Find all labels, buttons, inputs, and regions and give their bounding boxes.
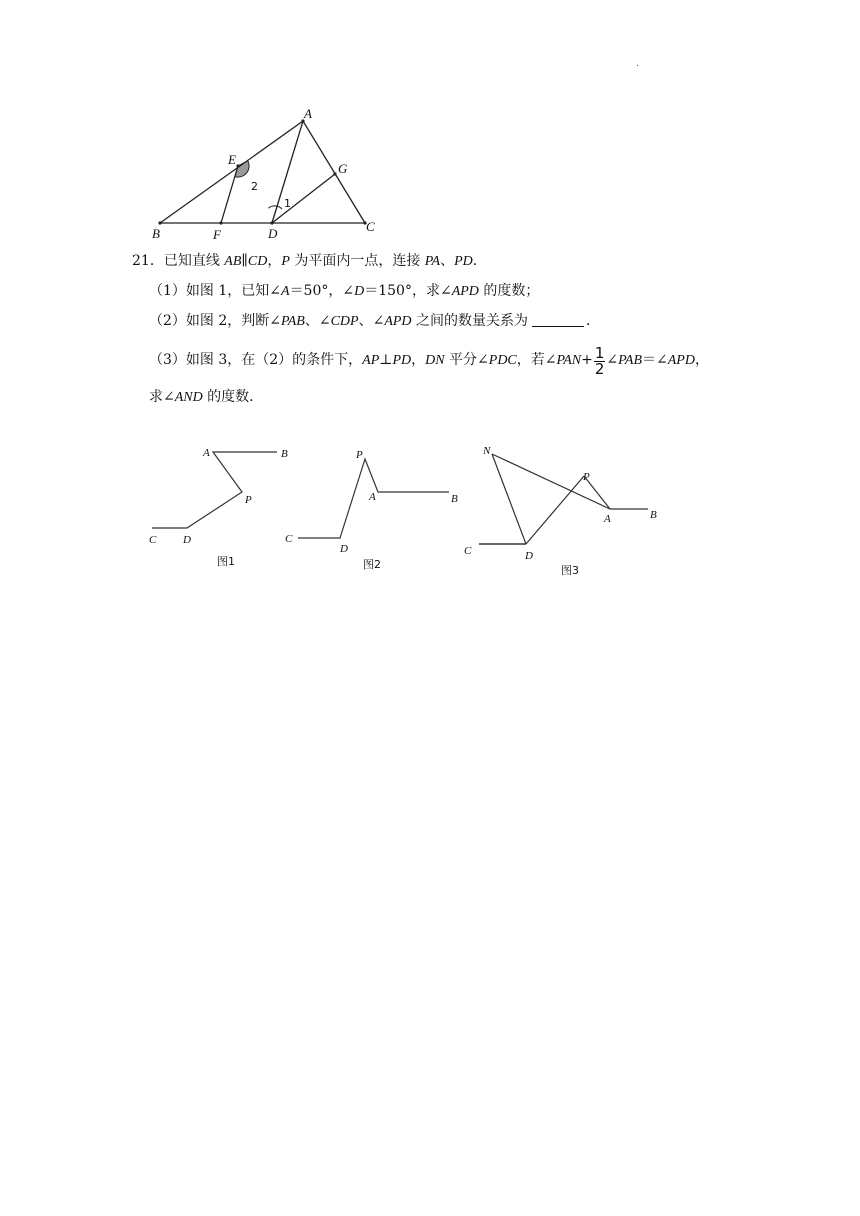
label-C: C [366, 219, 375, 234]
fig2-label-D: D [340, 543, 348, 555]
fig3-label-N: N [483, 445, 491, 457]
segment-dg [272, 174, 335, 223]
label-A: A [304, 106, 312, 121]
fig3-label-B: B [650, 509, 657, 521]
fig1-label-B: B [281, 448, 288, 460]
fig3-label-D: D [525, 550, 533, 562]
fig1-label-P: P [245, 494, 252, 506]
label-angle1: 1 [284, 197, 291, 210]
label-D: D [268, 226, 278, 241]
fig3-label-C: C [464, 545, 472, 557]
fig1-label-D: D [183, 534, 191, 546]
fig3-label-A: A [604, 513, 611, 525]
fig2-caption: 图2 [363, 558, 381, 571]
fig1-label-C: C [149, 534, 157, 546]
fig2-label-B: B [451, 493, 458, 505]
label-B: B [152, 226, 160, 241]
figure-2 [282, 442, 472, 577]
label-E: E [228, 152, 236, 167]
fig1-caption: 图1 [217, 555, 235, 568]
fig1-label-A: A [203, 447, 210, 459]
fig3-caption: 图3 [561, 564, 579, 577]
fig2-label-A: A [369, 491, 376, 503]
fig2-label-C: C [285, 533, 293, 545]
problem21-q3: （3）如图 3，在（2）的条件下，AP⊥PD，DN 平分∠PDC，若∠PAN+ $\frac{1}{2}$ ∠PAB＝∠APD， [149, 344, 709, 378]
fig3-label-P: P [583, 471, 590, 483]
figure-3 [455, 440, 670, 580]
fig2-label-P: P [356, 449, 363, 461]
segment-ab [160, 121, 303, 223]
problem21-q3-line2: 求∠AND 的度数． [149, 389, 264, 405]
angle1-arc [268, 206, 282, 209]
problem21-q1: （1）如图 1，已知∠A＝50°，∠D＝150°，求∠APD 的度数； [149, 283, 540, 299]
label-angle2: 2 [251, 180, 258, 193]
triangle-figure [148, 104, 388, 244]
label-F: F [213, 227, 221, 242]
segment-ac [303, 121, 365, 223]
problem21-stem: 21．已知直线 AB∥CD，P 为平面内一点，连接 PA、PD． [132, 253, 487, 269]
segment-ef [221, 166, 238, 223]
answer-blank [532, 312, 584, 327]
top-dot-mark: . [636, 58, 640, 69]
label-G: G [338, 161, 348, 176]
fraction-one-half: $\frac{1}{2}$ [594, 344, 605, 378]
problem21-q2: （2）如图 2，判断∠PAB、∠CDP、∠APD 之间的数量关系为 ． [149, 313, 600, 329]
